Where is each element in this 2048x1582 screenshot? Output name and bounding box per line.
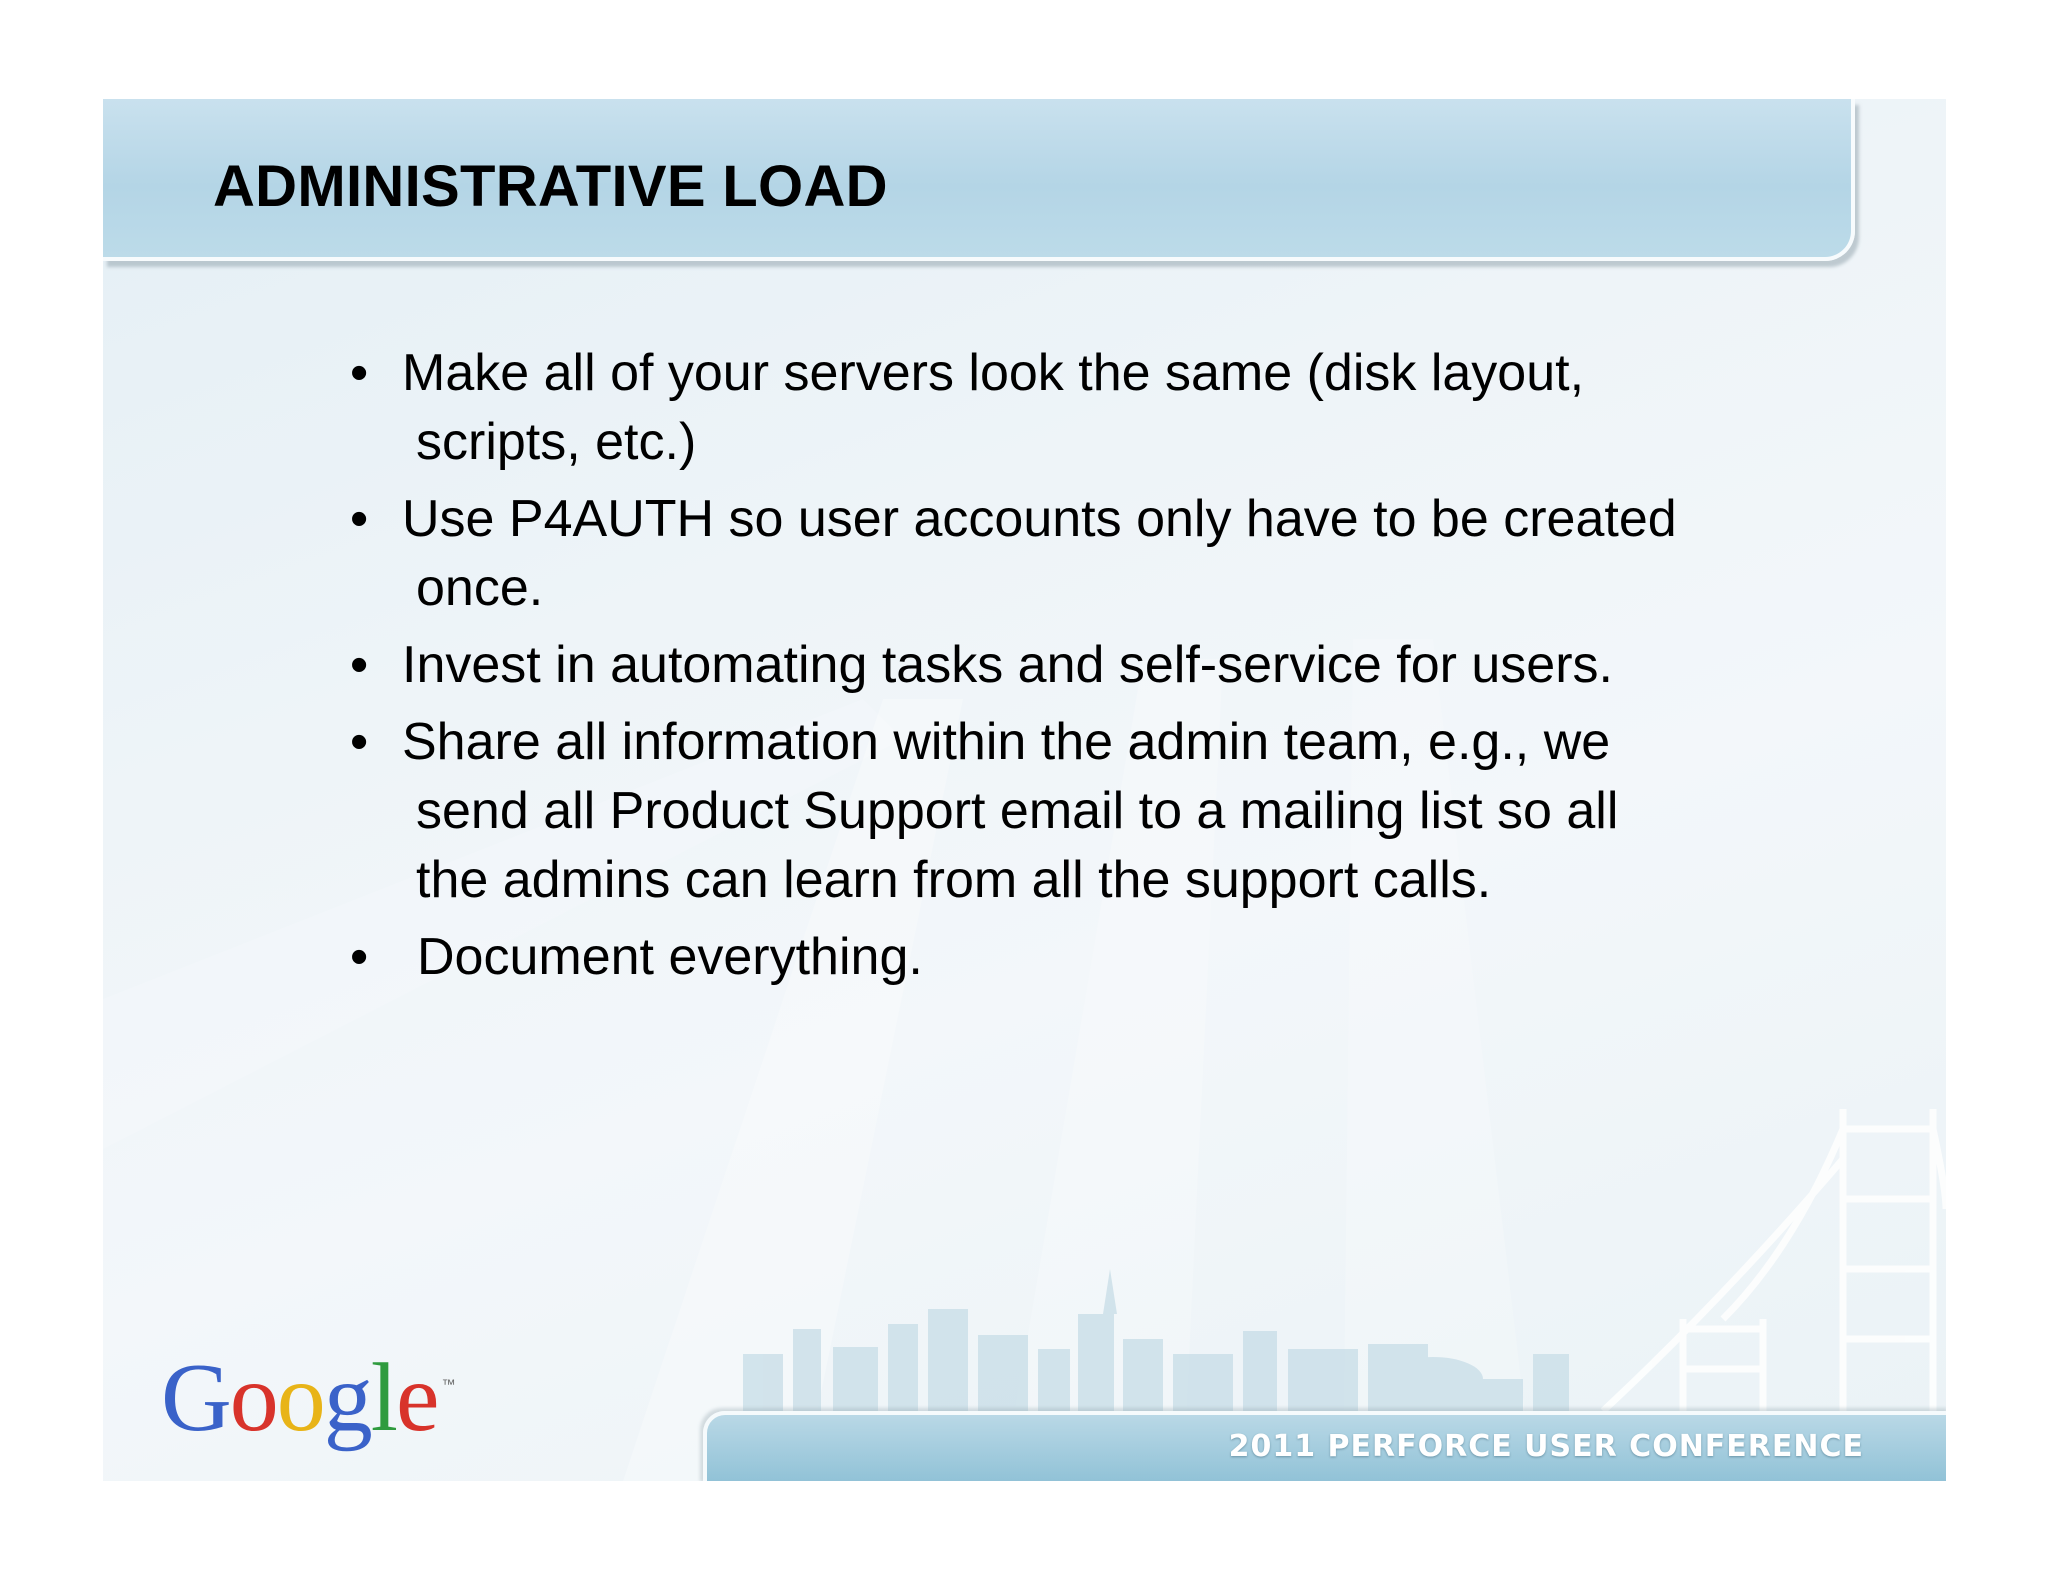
slide-title: ADMINISTRATIVE LOAD	[213, 154, 888, 219]
logo-letter: o	[229, 1344, 277, 1452]
logo-letter: o	[276, 1344, 324, 1452]
bullet-text-continuation: the admins can learn from all the support calls.	[416, 851, 1492, 909]
bullet-item	[350, 708, 1770, 915]
footer-band	[703, 1411, 1946, 1481]
logo-letter: G	[161, 1344, 230, 1452]
bullet-marker: •	[350, 344, 369, 402]
bullet-text-continuation: scripts, etc.)	[416, 413, 697, 471]
bullet-item	[350, 631, 1770, 700]
bullet-text-continuation: send all Product Support email to a mailing list so all	[416, 782, 1619, 840]
bullet-text: Use P4AUTH so user accounts only have to be created	[402, 490, 1677, 548]
bullet-text: Make all of your servers look the same (disk layout,	[402, 344, 1585, 402]
bullet-marker: •	[350, 928, 369, 986]
bullet-list	[350, 339, 1770, 1000]
logo-letter: l	[370, 1344, 397, 1452]
trademark-symbol: ™	[441, 1376, 456, 1392]
logo-letter: g	[323, 1344, 371, 1452]
title-band	[103, 99, 1855, 261]
bullet-marker: •	[350, 636, 369, 694]
conference-label: 2011 PERFORCE USER CONFERENCE	[1228, 1429, 1864, 1464]
bullet-item	[350, 339, 1770, 477]
slide	[103, 99, 1946, 1481]
bullet-marker: •	[350, 490, 369, 548]
bullet-marker: •	[350, 713, 369, 771]
logo-letter: e	[396, 1344, 438, 1452]
bullet-text: Share all information within the admin team, e.g., we	[402, 713, 1611, 771]
bullet-text: Invest in automating tasks and self-service for users.	[402, 636, 1613, 694]
bullet-text-continuation: once.	[416, 559, 544, 617]
bullet-item	[350, 923, 1770, 992]
bullet-text: Document everything.	[417, 928, 923, 986]
bullet-item	[350, 485, 1770, 623]
google-logo	[161, 1344, 456, 1452]
